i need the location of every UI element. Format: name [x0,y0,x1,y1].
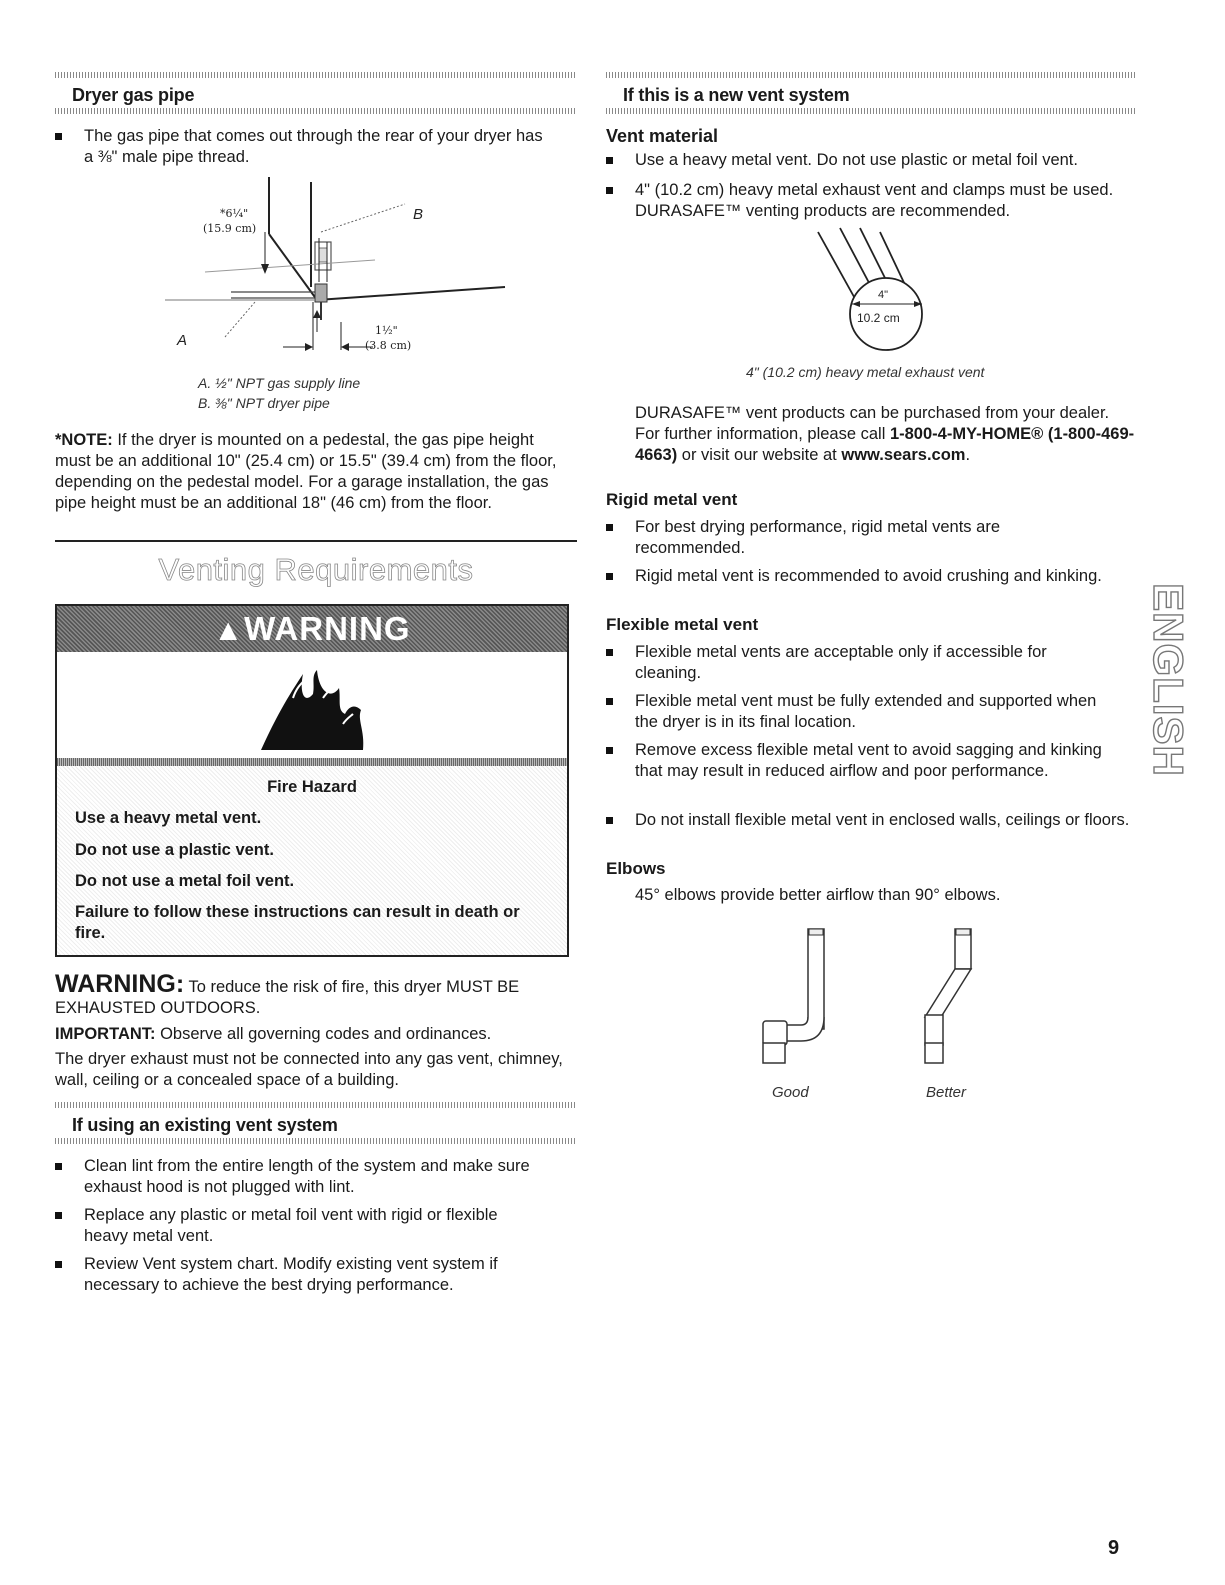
heading-rigid: Rigid metal vent [606,490,738,509]
box-rule [57,758,567,766]
bullet-text: Clean lint from the entire length of the system and make sure exhaust hood is not plugged with lint. [84,1157,530,1196]
section-rule [55,72,577,78]
bullet-text: Rigid metal vent is recommended to avoid crushing and kinking. [635,567,1102,585]
warning-statement-text: To reduce the risk of fire, this dryer MUST BE EXHAUSTED OUTDOORS. [55,978,520,1017]
heading-flexible: Flexible metal vent [606,615,759,634]
dim-height: *6¼" [220,207,249,220]
bullet-text: Do not install flexible metal vent in enclosed walls, ceilings or floors. [635,811,1130,829]
bullet-text: Flexible metal vents are acceptable only if accessible for cleaning. [635,643,1047,682]
label-b: B [413,206,424,223]
caption-a: A. ½" NPT gas supply line [198,375,361,391]
bullet-text: The gas pipe that comes out through the rear of your dryer has a ⅜" male pipe thread. [84,127,543,166]
phone-number[interactable]: 1-800-4-MY-HOME® (1-800-469-4663) [635,425,1135,464]
heading-vent-material: Vent material [606,126,719,146]
elbows-text: 45° elbows provide better airflow than 90° elbows. [635,886,1001,904]
section-rule [55,1138,577,1144]
caption-b: B. ⅜" NPT dryer pipe [198,395,330,411]
warning-banner-text: WARNING [244,610,411,647]
note-paragraph [55,430,570,514]
bullet-text: Flexible metal vent must be fully extended and supported when the dryer is in its final location. [635,692,1097,731]
warning-line: Use a heavy metal vent. [75,809,262,827]
side-tab-text: ENGLISH [1145,583,1192,777]
elbows-diagram [751,925,991,1065]
bullet-icon [55,1261,62,1268]
durasafe-text: DURASAFE™ vent products can be purchased from your dealer. For further information, please call [635,404,1110,443]
durasafe-paragraph [635,403,1135,466]
warning-body [57,766,567,955]
warning-statement-label: WARNING: [55,970,185,998]
dim-height-cm: (15.9 cm) [203,222,257,235]
section-rule [55,108,577,114]
section-title: Venting Requirements [158,552,474,587]
important-label: IMPORTANT: [55,1025,156,1043]
bullet-icon [606,157,613,164]
important-note [55,1024,570,1045]
vent-label-in: 4" [878,289,889,301]
page-number: 9 [1108,1537,1120,1559]
bullet-icon [606,187,613,194]
bullet-icon [55,1163,62,1170]
warning-triangle-icon: ▲ [213,614,245,647]
bullet-icon [55,1212,62,1219]
bullet-text: Use a heavy metal vent. Do not use plastic or metal foil vent. [635,151,1078,169]
bullet-text: Remove excess flexible metal vent to avoid sagging and kinking that may result in reduced airflow and poor performance. [635,741,1102,780]
hazard-title: Fire Hazard [267,778,357,796]
caption-good: Good [772,1084,809,1101]
heading-dryer-gas-pipe: Dryer gas pipe [72,85,195,105]
important-text: Observe all governing codes and ordinances. [155,1025,492,1043]
durasafe-text: or visit our website at [677,446,842,464]
note-text: If the dryer is mounted on a pedestal, the gas pipe height must be an additional 10" (25.4 cm) or 15.5" (39.4 cm) from the floor, depending on the pedestal model. For a garage installation, the gas pipe height must be an additional 18" (46 cm) from the floor. [55,431,557,512]
heading-elbows: Elbows [606,859,666,878]
bullet-icon [606,698,613,705]
vent-diagram [806,226,936,356]
warning-line: Failure to follow these instructions can result in death or fire. [75,903,520,942]
warning-statement [55,970,570,1019]
bullet-icon [606,573,613,580]
heading-new-vent: If this is a new vent system [623,85,850,105]
caption-better: Better [926,1084,967,1101]
vent-label-cm: 10.2 cm [857,311,900,325]
language-side-tab [1145,565,1192,795]
section-rule [606,72,1136,78]
bullet-icon [606,747,613,754]
bullet-icon [606,817,613,824]
bullet-text: Replace any plastic or metal foil vent with rigid or flexible heavy metal vent. [84,1206,498,1245]
heading-existing-vent: If using an existing vent system [72,1115,338,1135]
fire-hazard-icon [253,664,373,754]
website-link[interactable]: www.sears.com [841,446,966,464]
durasafe-text: . [965,446,971,464]
divider [55,540,577,542]
section-rule [606,108,1136,114]
label-a: A [177,332,188,349]
bullet-text: Review Vent system chart. Modify existing vent system if necessary to achieve the best drying performance. [84,1255,498,1294]
exhaust-note: The dryer exhaust must not be connected into any gas vent, chimney, wall, ceiling or a concealed space of a building. [55,1050,563,1089]
dim-offset-cm: (3.8 cm) [365,339,412,352]
dim-offset: 1½" [375,324,398,337]
warning-line: Do not use a plastic vent. [75,841,274,859]
warning-line: Do not use a metal foil vent. [75,872,295,890]
warning-box [55,604,569,957]
bullet-icon [606,524,613,531]
gas-pipe-diagram [165,172,515,362]
bullet-text: 4" (10.2 cm) heavy metal exhaust vent and clamps must be used. DURASAFE™ venting products are recommended. [635,181,1114,220]
bullet-icon [55,133,62,140]
bullet-icon [606,649,613,656]
vent-caption: 4" (10.2 cm) heavy metal exhaust vent [746,364,985,380]
bullet-text: For best drying performance, rigid metal vents are recommended. [635,518,1000,557]
note-label: *NOTE: [55,431,113,449]
section-rule [55,1102,577,1108]
warning-banner [57,606,567,652]
